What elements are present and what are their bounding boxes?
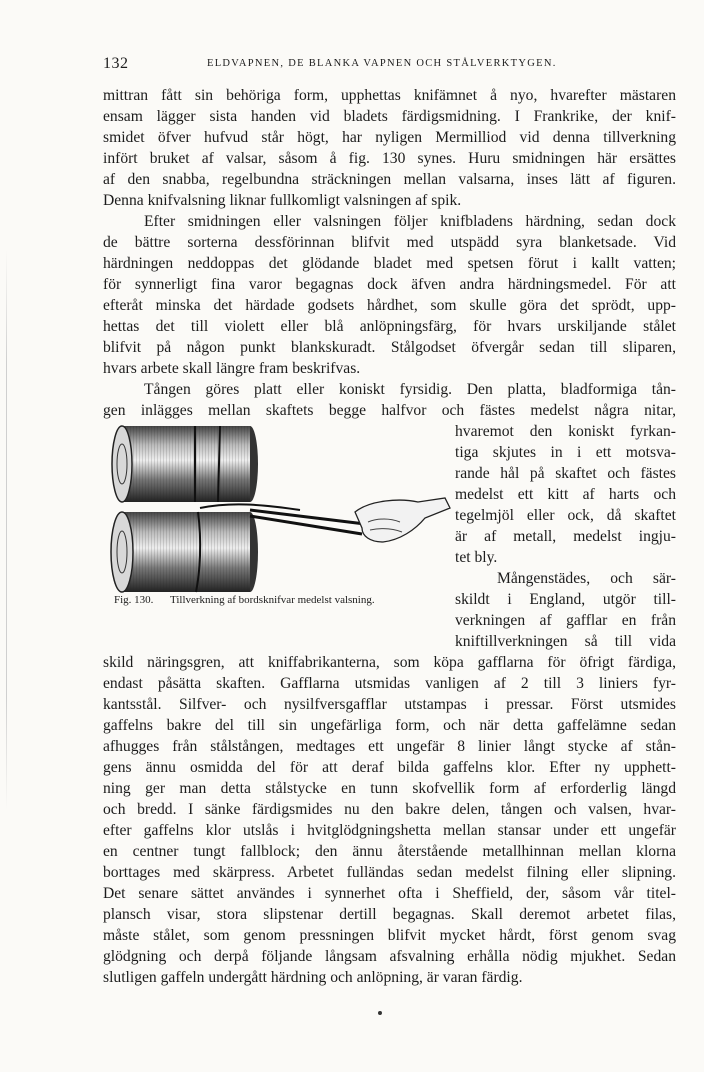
body-line: hettas det till violett eller blå anlöpningsfärg, för hvars urskiljande stålet	[103, 318, 676, 335]
body-line: gaffelns bakre del till sin ungefärliga form, och när detta gaffelämne sedan	[103, 717, 676, 734]
figure-caption	[114, 594, 375, 610]
body-line: efteråt minska det härdade godsets hårdhet, som skulle göra det sprödt, upp-	[103, 297, 676, 314]
page-edge-shadow	[6, 250, 7, 810]
body-line: af den snabba, regelbundna sträckningen mellan valsarna, inses lätt af figuren.	[103, 171, 676, 188]
body-line: och bredd. I sänke färdigsmides nu den bakre delen, tången och valsen, hvar-	[103, 801, 676, 818]
body-line: verkningen af gafflar en från	[455, 612, 676, 629]
figure-caption-text: Tillverkning af bordsknifvar medelst valsning.	[170, 594, 375, 606]
running-head: ELDVAPNEN, DE BLANKA VAPNEN OCH STÅLVERKTYGEN.	[207, 58, 557, 69]
figure-rollers-illustration	[100, 412, 455, 602]
body-line: endast påsätta skaften. Gafflarna utsmidas vanligen af 2 till 3 liniers fyr-	[103, 675, 676, 692]
lower-roller	[111, 512, 258, 592]
body-line: gen inlägges mellan skaftets begge halfvor och fästes medelst några nitar,	[103, 402, 676, 419]
body-line: infört bruket af valsar, såsom å fig. 130 synes. Huru smidningen här ersättes	[103, 150, 676, 167]
body-line: Tången göres platt eller koniskt fyrsidig. Den platta, bladformiga tån-	[144, 381, 676, 398]
figure-label: Fig. 130.	[114, 594, 154, 606]
body-line: borttages med skärpress. Arbetet fulländas sedan medelst filning eller slipning.	[103, 864, 676, 881]
body-line: rande hål på skaftet och fästes	[455, 465, 676, 482]
body-line: hvars arbete skall längre fram beskrifvas.	[103, 360, 361, 377]
body-line: ensam lägger sista handen vid bladets färdigsmidning. I Frankrike, der knif-	[103, 108, 676, 125]
body-line: glödgning och derpå följande långsam afsvalning erhålla nödig mjukhet. Sedan	[103, 948, 676, 965]
body-line: de bättre sorterna dessförinnan blifvit med utspädd syra blanketsade. Vid	[103, 234, 676, 251]
body-line: gens ännu osmidda del för att deraf bilda gaffelns klor. Efter ny upphett-	[103, 759, 676, 776]
upper-roller	[112, 426, 258, 502]
body-line: plansch visar, stora slipstenar dertill begagnas. Skall deremot arbetet filas,	[103, 906, 676, 923]
body-line: en centner tungt fallblock; den ännu återstående metallhinnan mellan klorna	[103, 843, 676, 860]
body-line: tiga skjutes in i ett motsva-	[455, 444, 676, 461]
page-mark-dot	[378, 1011, 382, 1015]
body-line: skildt i England, utgör till-	[455, 591, 676, 608]
body-line: efter gaffelns klor utslås i hvitglödgningshetta mellan stansar under ett ungefär	[103, 822, 676, 839]
body-line: skild näringsgren, att kniffabrikanterna, som köpa gafflarna för öfrigt färdiga,	[103, 654, 676, 671]
hand	[355, 498, 450, 542]
body-line: kniftillverkningen så till vida	[455, 633, 676, 650]
blade	[200, 504, 300, 510]
body-line: medelst ett kitt af harts och	[455, 486, 676, 503]
page-number: 132	[103, 55, 129, 72]
body-line: kantsstål. Silfver- och nysilfversgafflar utstampas i pressar. Först utsmides	[103, 696, 676, 713]
body-line: blifvit på någon punkt blankskuradt. Stålgodset öfvergår sedan till sliparen,	[103, 339, 676, 356]
body-line: för synnerligt fina varor begagnas dock äfven andra härdningsmedel. För att	[103, 276, 676, 293]
page-header	[103, 55, 681, 77]
body-line: Mångenstädes, och sär-	[497, 570, 676, 587]
body-line: hvaremot den koniskt fyrkan-	[455, 423, 676, 440]
body-line: ning ger man detta stålstycke en tunn skofvellik form af erforderlig längd	[103, 780, 676, 797]
body-line: tet bly.	[455, 549, 498, 566]
body-line: Efter smidningen eller valsningen följer knifbladens härdning, sedan dock	[144, 213, 676, 230]
body-line: är af metall, medelst ingju-	[455, 528, 676, 545]
body-line: måste stålet, som genom pressningen blifvit mycket hårdt, först genom svag	[103, 927, 676, 944]
body-line: slutligen gaffeln undergått härdning och anlöpning, är varan färdig.	[103, 969, 523, 986]
body-line: tegelmjöl eller ock, då skaftet	[455, 507, 676, 524]
body-line: smidet öfver hufvud står högt, har nyligen Mermilliod vid denna tillverkning	[103, 129, 676, 146]
body-line: afhugges från stålstången, medtages ett ungefär 8 linier långt stycke af stån-	[103, 738, 676, 755]
body-line: Denna knifvalsning liknar fullkomligt valsningen af spik.	[103, 192, 462, 209]
body-line: härdningen neddoppas det glödande bladet med spetsen förut i kallt vatten;	[103, 255, 676, 272]
body-line: mittran fått sin behöriga form, upphettas knifämnet å nyo, hvarefter mästaren	[103, 87, 676, 104]
tongs	[250, 510, 365, 534]
body-line: Det senare sättet användes i synnerhet ofta i Sheffield, der, såsom vår titel-	[103, 885, 676, 902]
